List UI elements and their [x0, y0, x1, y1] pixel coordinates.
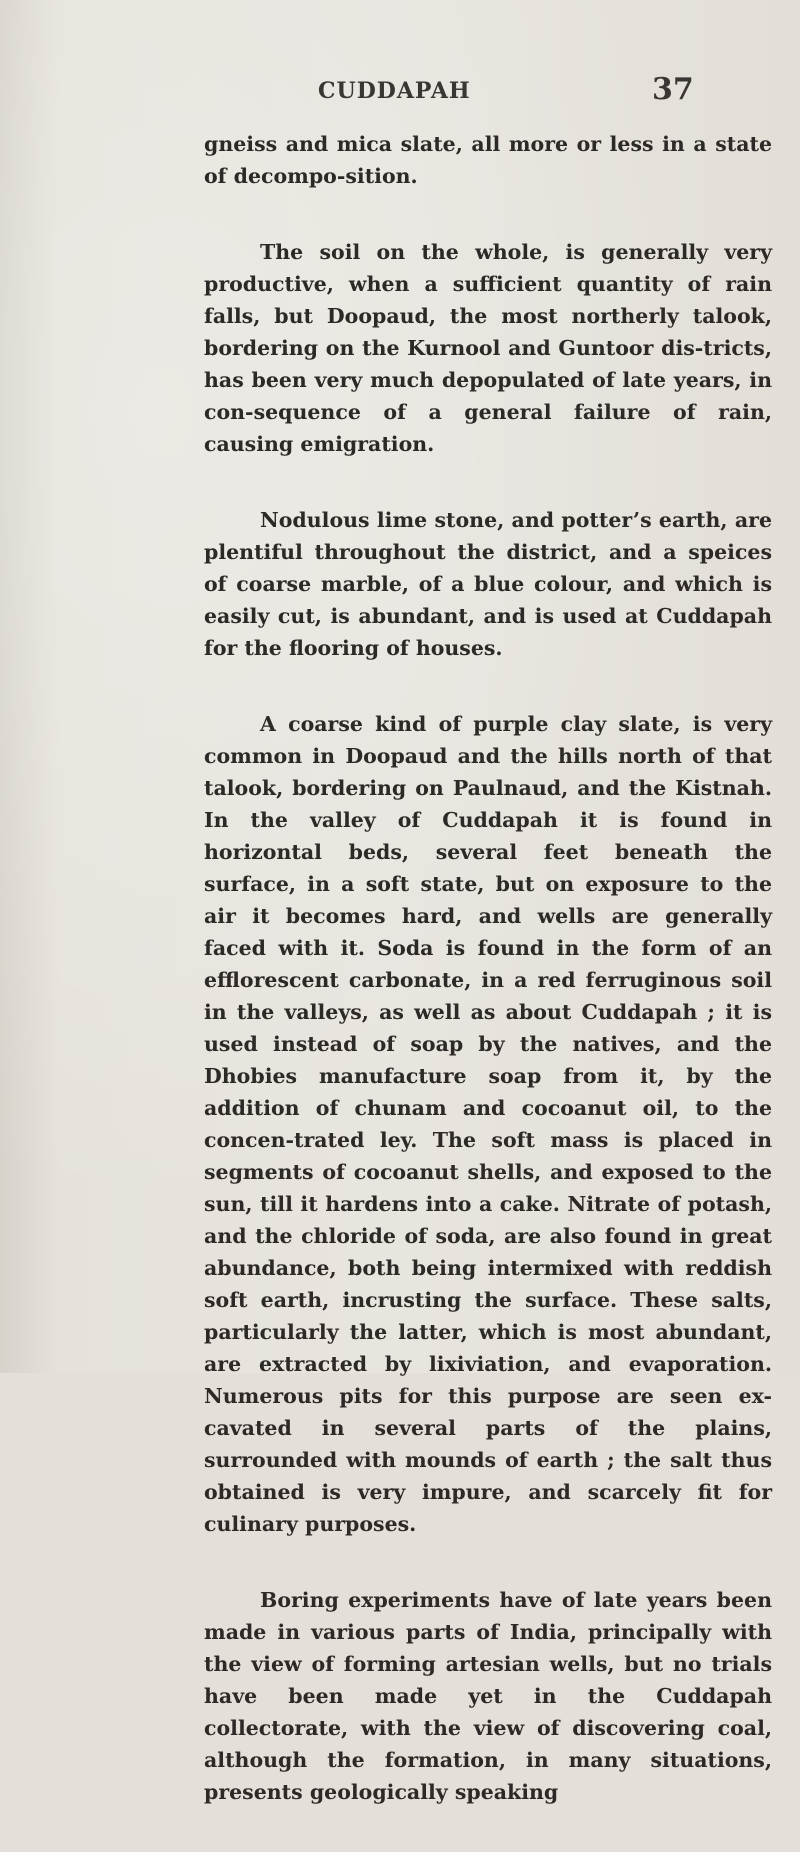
- body-text: [204, 128, 772, 1852]
- page-header: [0, 72, 800, 118]
- paragraph-soil: The soil on the whole, is generally very productive, when a sufficient quantity of rain falls, but Doopaud, the most northerly talook, bordering on the Kurnool and Guntoor dis-tricts, has been very much depopulated of late years, in con-sequence of a general failure of rain, causing emigration.: [204, 240, 772, 456]
- paragraph-boring-experiments: Boring experiments have of late years been made in various parts of India, principally with the view of forming artesian wells, but no trials have been made yet in the Cuddapah collectorate, with the view of discovering coal, although the formation, in many situations, presents geologically speaking: [204, 1588, 772, 1804]
- page-number: 37: [652, 72, 694, 107]
- paragraph-lime-stone: Nodulous lime stone, and potter’s earth, are plentiful throughout the district, and a speices of coarse marble, of a blue colour, and which is easily cut, is abundant, and is used at Cuddapah for the flooring of houses.: [204, 508, 772, 660]
- running-title: CUDDAPAH: [318, 78, 471, 104]
- paragraph-continuation: gneiss and mica slate, all more or less in a state of decompo-sition.: [204, 132, 772, 188]
- paragraph-clay-slate: A coarse kind of purple clay slate, is very common in Doopaud and the hills north of that talook, bordering on Paulnaud, and the Kistnah. In the valley of Cuddapah it is found in horizontal beds, several feet beneath the surface, in a soft state, but on exposure to the air it becomes hard, and wells are generally faced with it. Soda is found in the form of an efflorescent carbonate, in a red ferruginous soil in the valleys, as well as about Cuddapah ; it is used instead of soap by the natives, and the Dhobies manufacture soap from it, by the addition of chunam and cocoanut oil, to the concen-trated ley. The soft mass is placed in segments of cocoanut shells, and exposed to the sun, till it hardens into a cake. Nitrate of potash, and the chloride of soda, are also found in great abundance, both being intermixed with reddish soft earth, incrusting the surface. These salts, particularly the latter, which is most abundant, are extracted by lixiviation, and evaporation. Numerous pits for this purpose are seen ex-cavated in several parts of the plains, surrounded with mounds of earth ; the salt thus obtained is very impure, and scarcely fit for culinary purposes.: [204, 712, 772, 1536]
